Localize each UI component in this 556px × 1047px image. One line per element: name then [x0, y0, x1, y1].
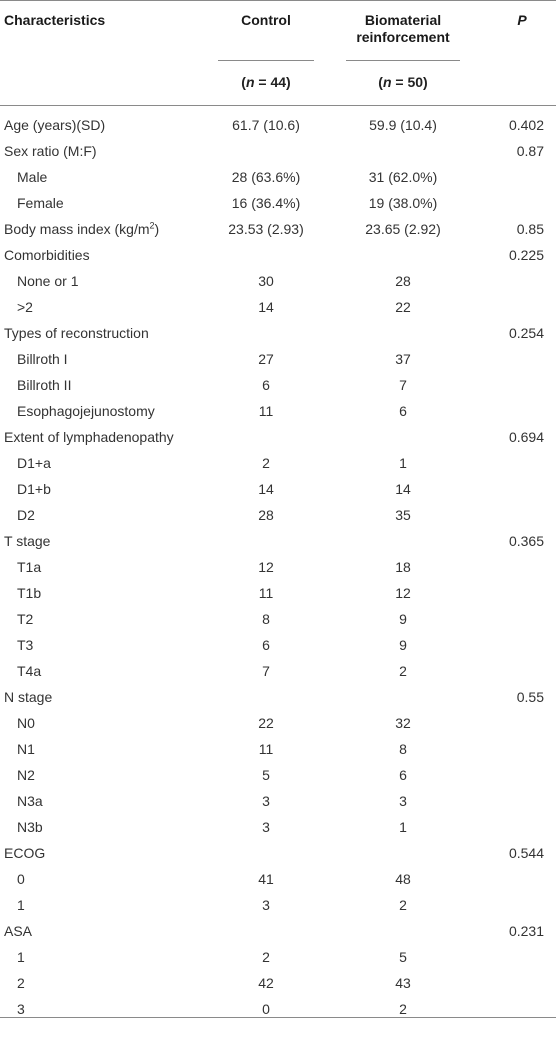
biomaterial-n-value: 50 — [407, 74, 424, 90]
p-value: 0.544 — [508, 845, 544, 861]
table-row — [0, 320, 556, 346]
control-value: 6 — [262, 637, 270, 653]
row-label: 2 — [17, 975, 25, 991]
header-control: Control — [241, 12, 291, 28]
biomaterial-value: 6 — [399, 767, 407, 783]
biomaterial-value: 32 — [395, 715, 411, 731]
table-row — [0, 788, 556, 814]
table-row — [0, 268, 556, 294]
control-value: 14 — [258, 481, 274, 497]
row-label: None or 1 — [17, 273, 79, 289]
p-value: 0.85 — [516, 221, 544, 237]
row-label: 1 — [17, 949, 25, 965]
row-label: ASA — [4, 923, 33, 939]
biomaterial-value: 48 — [395, 871, 411, 887]
table-row — [0, 242, 556, 268]
row-label: Extent of lymphadenopathy — [4, 429, 174, 445]
biomaterial-value: 6 — [399, 403, 407, 419]
table-row — [0, 658, 556, 684]
table-row — [0, 398, 556, 424]
table-row — [0, 892, 556, 918]
control-value: 7 — [262, 663, 270, 679]
control-value: 8 — [262, 611, 270, 627]
biomaterial-value: 31 (62.0%) — [368, 169, 438, 185]
row-label: D1+a — [17, 455, 51, 471]
biomaterial-value: 9 — [399, 637, 407, 653]
header-p: P — [517, 12, 527, 28]
biomaterial-value: 28 — [395, 273, 411, 289]
table-row — [0, 944, 556, 970]
p-value: 0.694 — [508, 429, 544, 445]
p-value: 0.365 — [508, 533, 544, 549]
control-value: 5 — [262, 767, 270, 783]
biomaterial-value: 2 — [399, 897, 407, 913]
biomaterial-value: 8 — [399, 741, 407, 757]
biomaterial-value: 37 — [395, 351, 411, 367]
biomaterial-value: 5 — [399, 949, 407, 965]
biomaterial-value: 22 — [395, 299, 411, 315]
row-label: Body mass index $(kg/m^2)$ — [4, 220, 160, 237]
row-label: T4a — [17, 663, 42, 679]
p-value: 0.231 — [508, 923, 544, 939]
biomaterial-value: 9 — [399, 611, 407, 627]
table-row — [0, 372, 556, 398]
table-row — [0, 450, 556, 476]
control-value: 2 — [262, 455, 270, 471]
table-row — [0, 138, 556, 164]
row-label: N1 — [17, 741, 35, 757]
biomaterial-value: 59.9 (10.4) — [369, 117, 437, 133]
control-value: 61.7 (10.6) — [232, 117, 300, 133]
control-value: 14 — [258, 299, 274, 315]
control-value: 28 (63.6%) — [231, 169, 301, 185]
control-n-value: 44 — [270, 74, 287, 90]
control-value: 27 — [258, 351, 274, 367]
control-value: 11 — [258, 741, 274, 757]
biomaterial-value: 23.65 (2.92) — [365, 221, 441, 237]
row-label: T2 — [17, 611, 34, 627]
table-row — [0, 866, 556, 892]
table-row — [0, 112, 556, 138]
control-value: 3 — [262, 819, 270, 835]
row-label: Types of reconstruction — [4, 325, 149, 341]
control-value: 42 — [258, 975, 274, 991]
row-label: Esophagojejunostomy — [17, 403, 155, 419]
row-label: D2 — [17, 507, 35, 523]
row-label: Age (years)(SD) — [4, 117, 106, 133]
row-label: 0 — [17, 871, 25, 887]
header-biomaterial: Biomaterial reinforcement — [356, 12, 450, 45]
table-row — [0, 294, 556, 320]
control-value: 11 — [258, 403, 274, 419]
row-label: N2 — [17, 767, 35, 783]
row-label: 1 — [17, 897, 25, 913]
header-characteristics: Characteristics — [4, 12, 106, 28]
biomaterial-value: 12 — [395, 585, 411, 601]
control-value: 41 — [258, 871, 274, 887]
table-row — [0, 840, 556, 866]
p-value: 0.254 — [508, 325, 544, 341]
biomaterial-value: 7 — [399, 377, 407, 393]
row-label: Sex ratio (M:F) — [4, 143, 97, 159]
biomaterial-value: 1 — [399, 455, 407, 471]
control-value: 3 — [262, 793, 270, 809]
control-n: (n = 44) — [241, 74, 291, 90]
table-row — [0, 554, 556, 580]
table-row — [0, 814, 556, 840]
top-rule — [0, 0, 556, 1]
table-row — [0, 996, 556, 1022]
table-row — [0, 580, 556, 606]
table-row — [0, 632, 556, 658]
table-row — [0, 502, 556, 528]
row-label: Billroth I — [17, 351, 68, 367]
control-value: 12 — [258, 559, 274, 575]
control-subheader-rule — [218, 60, 314, 61]
row-label: T1a — [17, 559, 42, 575]
table-row — [0, 528, 556, 554]
control-value: 2 — [262, 949, 270, 965]
row-label: N3a — [17, 793, 43, 809]
p-value: 0.87 — [516, 143, 544, 159]
row-label: D1+b — [17, 481, 51, 497]
biomaterial-value: 43 — [395, 975, 411, 991]
row-label: N3b — [17, 819, 43, 835]
biomaterial-value: 1 — [399, 819, 407, 835]
row-label: T1b — [17, 585, 42, 601]
control-value: 0 — [262, 1001, 270, 1017]
biomaterial-value: 2 — [399, 663, 407, 679]
table-row — [0, 736, 556, 762]
table-row — [0, 684, 556, 710]
control-value: 3 — [262, 897, 270, 913]
biomaterial-value: 14 — [395, 481, 411, 497]
biomaterial-subheader-rule — [346, 60, 460, 61]
row-label: N0 — [17, 715, 35, 731]
bottom-rule — [0, 1017, 556, 1018]
p-value: 0.55 — [516, 689, 544, 705]
row-label: Male — [17, 169, 48, 185]
row-label: T stage — [4, 533, 51, 549]
table-row — [0, 190, 556, 216]
biomaterial-value: 35 — [395, 507, 411, 523]
table-row — [0, 918, 556, 944]
p-value: 0.225 — [508, 247, 544, 263]
control-value: 6 — [262, 377, 270, 393]
row-label: Female — [17, 195, 64, 211]
p-value: 0.402 — [508, 117, 544, 133]
biomaterial-value: 19 (38.0%) — [368, 195, 438, 211]
row-label: N stage — [4, 689, 53, 705]
biomaterial-value: 3 — [399, 793, 407, 809]
row-label: 3 — [17, 1001, 25, 1017]
table-row — [0, 216, 556, 242]
table-row — [0, 346, 556, 372]
table-row — [0, 710, 556, 736]
biomaterial-value: 18 — [395, 559, 411, 575]
row-label: Comorbidities — [4, 247, 90, 263]
row-label: Billroth II — [17, 377, 72, 393]
header-bottom-rule — [0, 105, 556, 106]
control-value: 16 (36.4%) — [231, 195, 301, 211]
table-row — [0, 970, 556, 996]
biomaterial-value: 2 — [399, 1001, 407, 1017]
row-label: ECOG — [4, 845, 46, 861]
biomaterial-n: (n = 50) — [378, 74, 428, 90]
table-row — [0, 424, 556, 450]
control-value: 22 — [258, 715, 274, 731]
control-value: 30 — [258, 273, 274, 289]
table-row — [0, 606, 556, 632]
table-row — [0, 762, 556, 788]
control-value: 28 — [258, 507, 274, 523]
control-value: 11 — [258, 585, 274, 601]
control-value: 23.53 (2.93) — [228, 221, 304, 237]
table-row — [0, 164, 556, 190]
row-label: >2 — [17, 299, 33, 315]
table-row — [0, 476, 556, 502]
row-label: T3 — [17, 637, 34, 653]
